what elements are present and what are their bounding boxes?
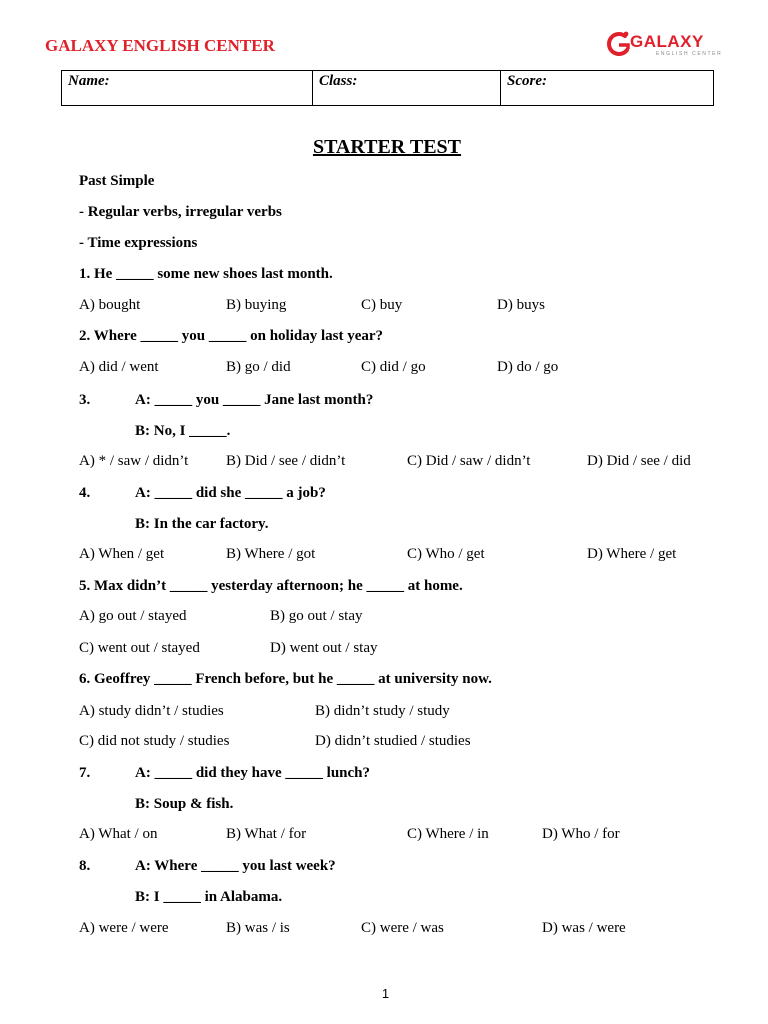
q3-option-a[interactable]: A) * / saw / didn’t (79, 453, 189, 469)
q4-option-d[interactable]: D) Where / get (587, 546, 677, 562)
name-label: Name: (68, 73, 110, 89)
q5-option-c[interactable]: C) went out / stayed (79, 640, 200, 656)
question-1: 1. He _____ some new shoes last month. (79, 266, 333, 282)
q4-option-b[interactable]: B) Where / got (226, 546, 316, 562)
page-title: STARTER TEST (312, 136, 462, 158)
q2-option-c[interactable]: C) did / go (361, 359, 426, 375)
question-7-line-a: A: _____ did they have _____ lunch? (135, 765, 371, 781)
question-4-line-b: B: In the car factory. (135, 516, 269, 532)
galaxy-logo (606, 30, 723, 64)
class-field[interactable] (313, 71, 501, 106)
galaxy-swirl-icon (606, 30, 632, 60)
q2-option-d[interactable]: D) do / go (497, 359, 559, 375)
question-3-number: 3. (79, 392, 91, 408)
q3-option-c[interactable]: C) Did / saw / didn’t (407, 453, 531, 469)
q2-option-a[interactable]: A) did / went (79, 359, 159, 375)
q7-option-c[interactable]: C) Where / in (407, 826, 489, 842)
q5-option-a[interactable]: A) go out / stayed (79, 608, 187, 624)
q3-option-d[interactable]: D) Did / see / did (587, 453, 691, 469)
question-3-line-b: B: No, I _____. (135, 423, 231, 439)
q1-option-a[interactable]: A) bought (79, 297, 141, 313)
q6-option-b[interactable]: B) didn’t study / study (315, 703, 450, 719)
q8-option-d[interactable]: D) was / were (542, 920, 626, 936)
topic-point-1: - Regular verbs, irregular verbs (79, 204, 282, 220)
score-field[interactable] (501, 71, 714, 106)
q6-option-d[interactable]: D) didn’t studied / studies (315, 733, 471, 749)
q1-option-c[interactable]: C) buy (361, 297, 403, 313)
q5-option-b[interactable]: B) go out / stay (270, 608, 363, 624)
score-label: Score: (507, 73, 547, 89)
question-8-line-b: B: I _____ in Alabama. (135, 889, 283, 905)
class-label: Class: (319, 73, 358, 89)
q4-option-a[interactable]: A) When / get (79, 546, 165, 562)
question-4-line-a: A: _____ did she _____ a job? (135, 485, 326, 501)
topic-point-2: - Time expressions (79, 235, 198, 251)
q5-option-d[interactable]: D) went out / stay (270, 640, 378, 656)
q1-option-d[interactable]: D) buys (497, 297, 545, 313)
q7-option-b[interactable]: B) What / for (226, 826, 307, 842)
question-2: 2. Where _____ you _____ on holiday last year? (79, 328, 384, 344)
q2-option-b[interactable]: B) go / did (226, 359, 291, 375)
question-3-line-a: A: _____ you _____ Jane last month? (135, 392, 374, 408)
question-8-line-a: A: Where _____ you last week? (135, 858, 336, 874)
question-6: 6. Geoffrey _____ French before, but he _____ at university now. (79, 671, 492, 687)
q3-option-b[interactable]: B) Did / see / didn’t (226, 453, 346, 469)
center-name: GALAXY ENGLISH CENTER (45, 36, 275, 55)
q8-option-c[interactable]: C) were / was (361, 920, 444, 936)
question-8-number: 8. (79, 858, 91, 874)
q6-option-c[interactable]: C) did not study / studies (79, 733, 230, 749)
question-4-number: 4. (79, 485, 91, 501)
question-7-number: 7. (79, 765, 91, 781)
q7-option-a[interactable]: A) What / on (79, 826, 158, 842)
student-info-table (61, 70, 714, 106)
q8-option-b[interactable]: B) was / is (226, 920, 290, 936)
q1-option-b[interactable]: B) buying (226, 297, 287, 313)
q8-option-a[interactable]: A) were / were (79, 920, 169, 936)
logo-subtext: ENGLISH CENTER (656, 51, 723, 57)
question-5: 5. Max didn’t _____ yesterday afternoon; he _____ at home. (79, 578, 463, 594)
logo-text: GALAXY (630, 32, 704, 51)
q4-option-c[interactable]: C) Who / get (407, 546, 485, 562)
q6-option-a[interactable]: A) study didn’t / studies (79, 703, 224, 719)
page-number: 1 (381, 986, 390, 1001)
question-7-line-b: B: Soup & fish. (135, 796, 234, 812)
q7-option-d[interactable]: D) Who / for (542, 826, 620, 842)
topic-heading: Past Simple (79, 173, 155, 189)
name-field[interactable] (62, 71, 313, 106)
